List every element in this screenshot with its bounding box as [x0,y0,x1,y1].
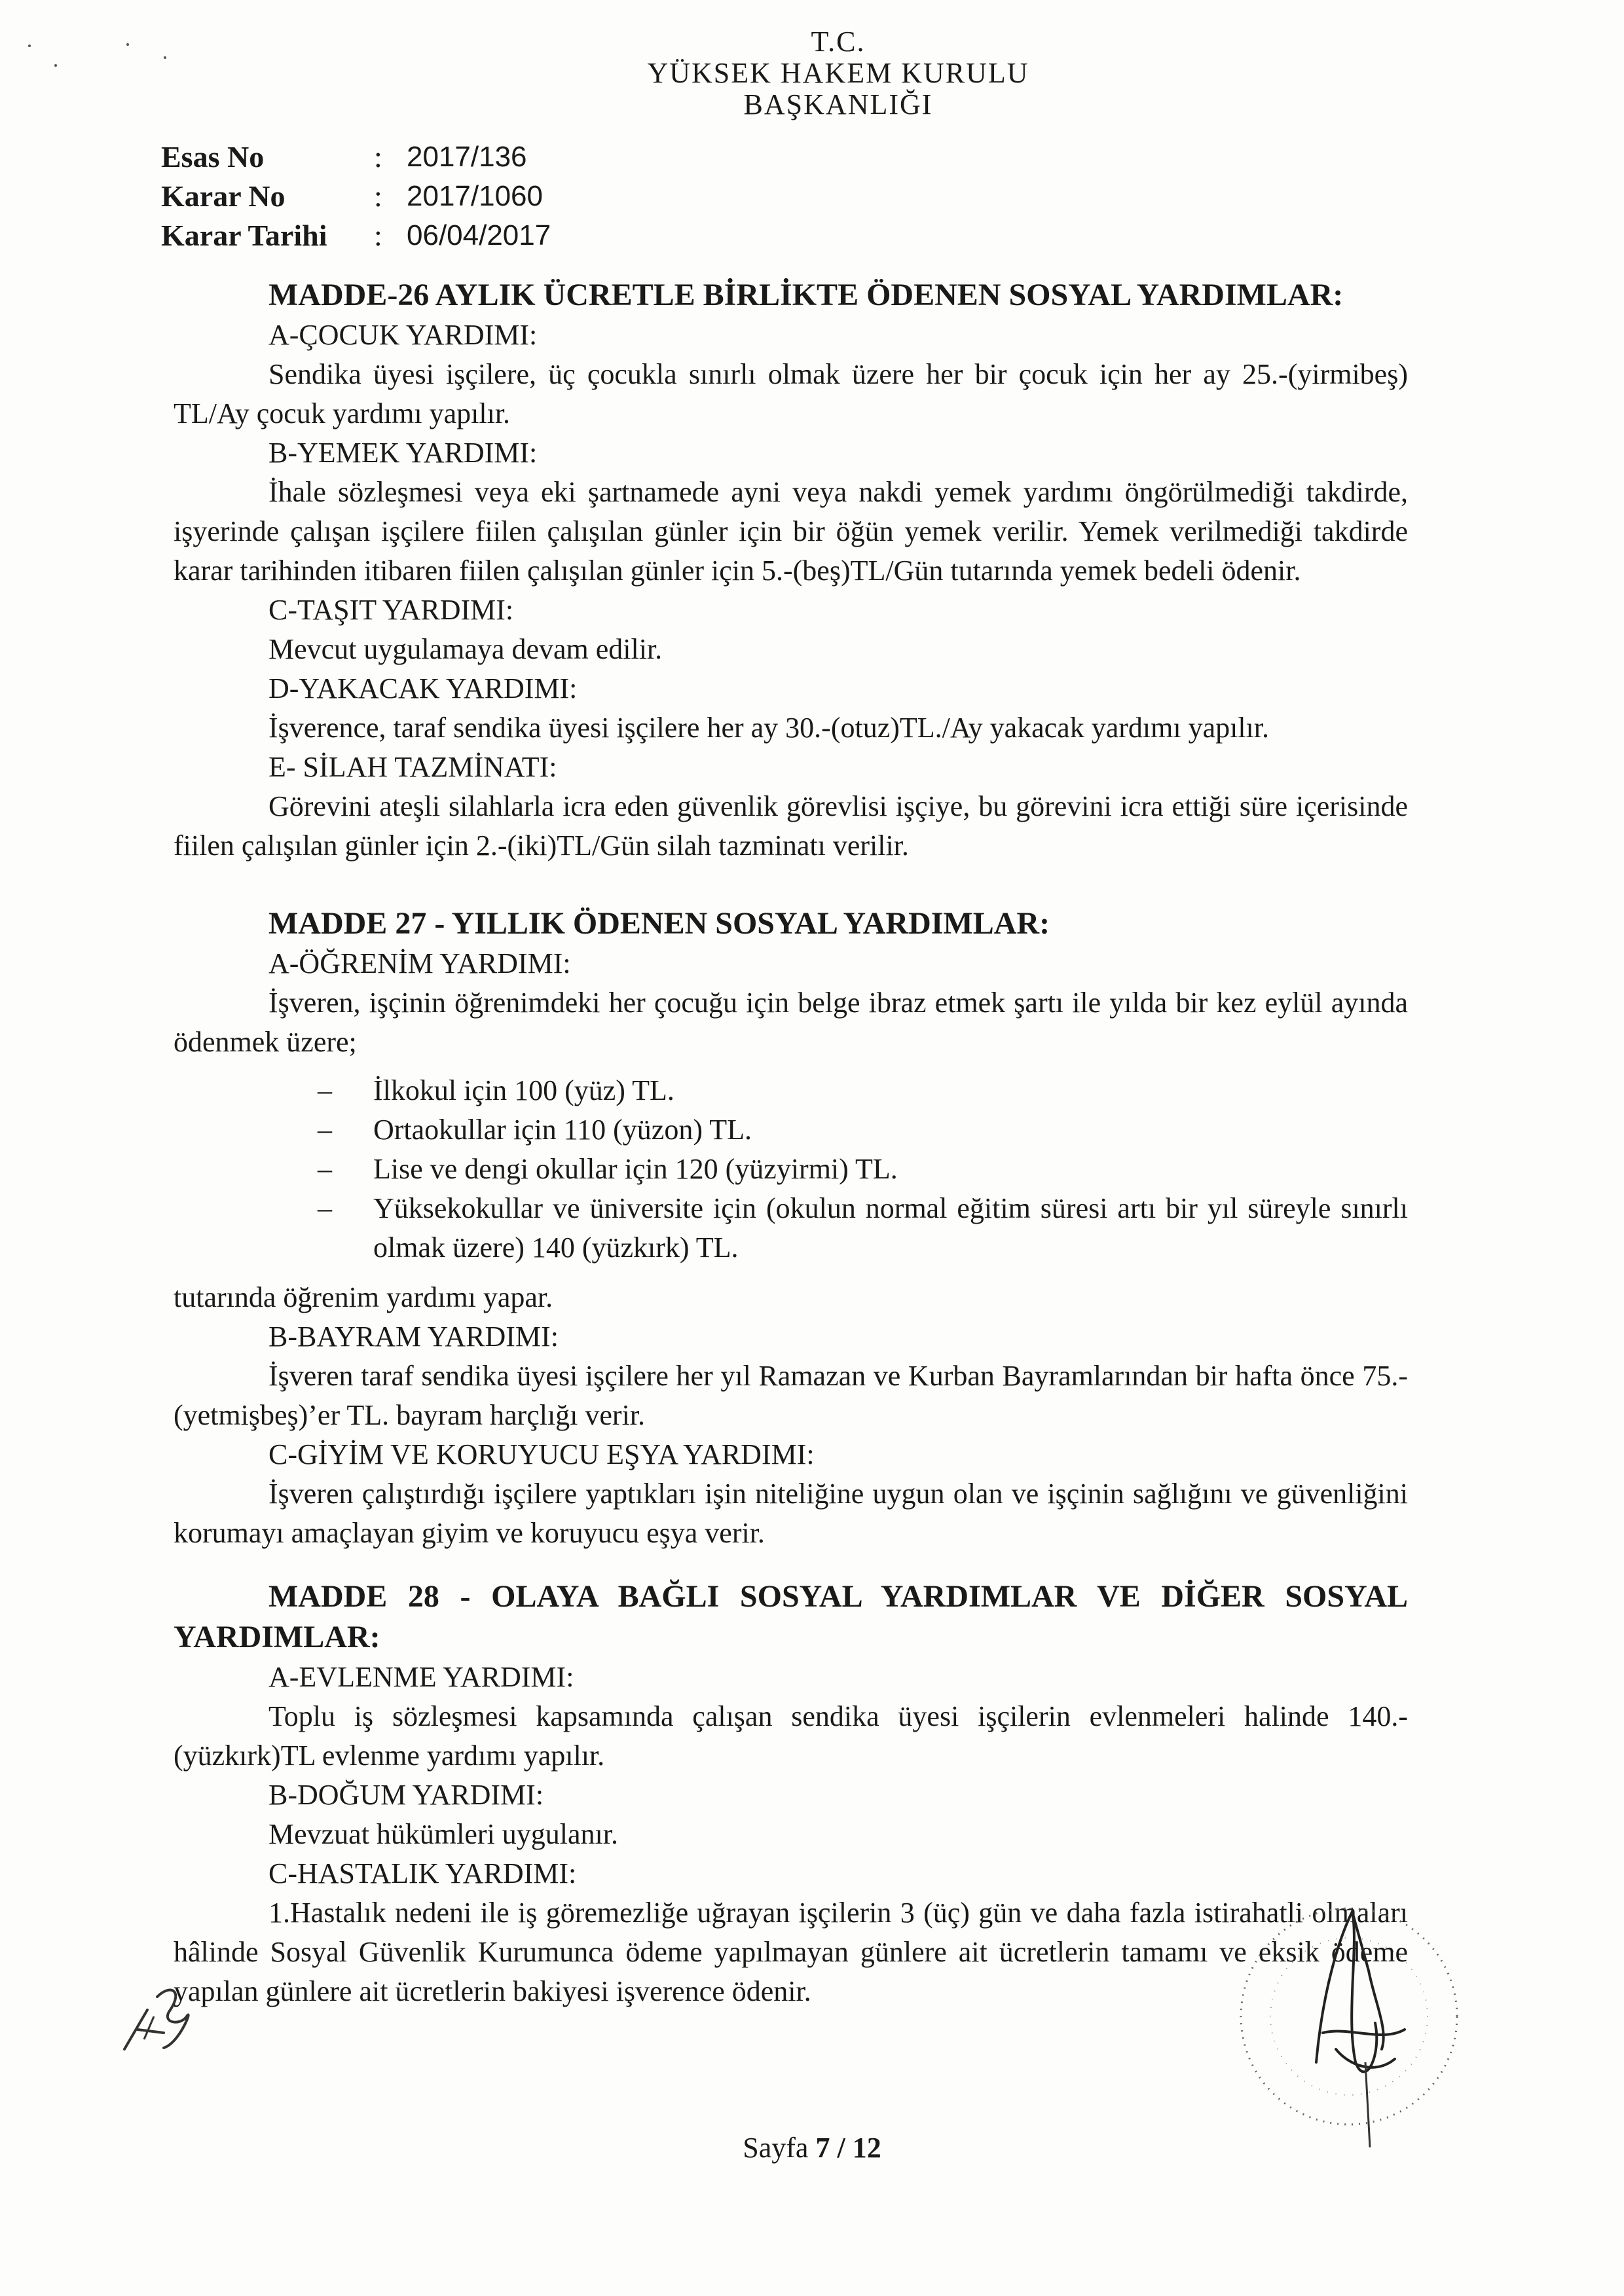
esas-no-value: 2017/136 [407,141,527,173]
m27-a-outro: tutarında öğrenim yardımı yapar. [174,1281,553,1313]
m26-c-text: Mevcut uygulamaya devam edilir. [268,633,663,665]
list-item [174,1071,1408,1110]
madde-28-title: MADDE 28 - OLAYA BAĞLI SOSYAL YARDIMLAR VE DİĞER SOSYAL YARDIMLAR: [174,1579,1408,1654]
list-item [174,1150,1408,1189]
esas-no-row [161,137,551,177]
esas-no-label: Esas No [161,140,265,173]
m26-a-text: Sendika üyesi işçilere, üç çocukla sınırlı olmak üzere her bir çocuk için her ay 25.-(yirmibeş) TL/Ay çocuk yardımı yapılır. [174,358,1408,429]
m28-c-text: 1.Hastalık nedeni ile iş göremezliğe uğrayan işçilerin 3 (üç) gün ve daha fazla istirahatli olmaları hâlinde Sosyal Güvenlik Kurumunca ödeme yapılmayan günlere ait ücretlerin tamamı ve eksik ödeme yapılan günlere ait ücretlerin bakiyesi işverence ödenir. [174,1897,1408,2007]
institution-header [0,26,1624,120]
list-item-text: Yüksekokullar ve üniversite için (okulun normal eğitim süresi artı bir yıl süreyle sınırlı olmak üzere) 140 (yüzkırk) TL. [373,1192,1408,1264]
madde-26-title: MADDE-26 AYLIK ÜCRETLE BİRLİKTE ÖDENEN SOSYAL YARDIMLAR: [268,278,1344,312]
tuition-list [174,1071,1408,1267]
header-institution: YÜKSEK HAKEM KURULU [647,57,1029,89]
karar-no-colon: : [374,179,382,213]
list-item-text: Lise ve dengi okullar için 120 (yüzyirmi) TL. [373,1153,898,1185]
m28-b-text: Mevzuat hükümleri uygulanır. [268,1818,618,1850]
header-presidency: BAŞKANLIĞI [743,88,933,120]
page-footer [0,2131,1624,2164]
m28-b-title: B-DOĞUM YARDIMI: [268,1779,544,1811]
m27-c-text: İşveren çalıştırdığı işçilere yaptıkları işin niteliğine uygun olan ve işçinin sağlığını ve güvenliğini korumayı amaçlayan giyim ve koruyucu eşya verir. [174,1478,1408,1549]
signature-stamp [1218,1892,1493,2167]
m26-d-title: D-YAKACAK YARDIMI: [268,672,578,704]
m27-c-title: C-GİYİM VE KORUYUCU EŞYA YARDIMI: [268,1438,815,1470]
karar-no-label: Karar No [161,179,286,213]
karar-no-row [161,177,551,216]
m26-a-title: A-ÇOCUK YARDIMI: [268,319,538,351]
list-dash: – [318,1153,332,1185]
m26-d-text: İşverence, taraf sendika üyesi işçilere her ay 30.-(otuz)TL./Ay yakacak yardımı yapılır. [268,712,1269,744]
m28-a-title: A-EVLENME YARDIMI: [268,1661,574,1693]
initials-paraph [118,1971,210,2062]
m27-a-title: A-ÖĞRENİM YARDIMI: [268,947,571,979]
m26-e-title: E- SİLAH TAZMİNATI: [268,751,557,783]
page-number: 7 / 12 [815,2132,881,2164]
case-metadata [161,137,551,255]
page-label: Sayfa [743,2132,816,2164]
karar-no-value: 2017/1060 [407,180,543,212]
karar-tarihi-label: Karar Tarihi [161,219,327,252]
m27-b-title: B-BAYRAM YARDIMI: [268,1321,559,1353]
list-dash: – [318,1074,332,1106]
m26-c-title: C-TAŞIT YARDIMI: [268,594,514,626]
m26-b-text: İhale sözleşmesi veya eki şartnamede ayni veya nakdi yemek yardımı öngörülmediği takdirde, işyerinde çalışan işçilere fiilen çalışılan günler için bir öğün yemek verilir. Yemek verilmediği takdirde karar tarihinden itibaren fiilen çalışılan günler için 5.-(beş)TL/Gün tutarında yemek bedeli ödenir. [174,476,1408,587]
karar-tarihi-value: 06/04/2017 [407,219,551,251]
list-item [174,1189,1408,1267]
m28-a-text: Toplu iş sözleşmesi kapsamında çalışan sendika üyesi işçilerin evlenmeleri halinde 140.-(yüzkırk)TL evlenme yardımı yapılır. [174,1700,1408,1772]
karar-tarihi-colon: : [374,219,382,252]
list-dash: – [318,1114,332,1146]
karar-tarihi-row [161,216,551,255]
list-dash: – [318,1192,332,1224]
m27-b-text: İşveren taraf sendika üyesi işçilere her yıl Ramazan ve Kurban Bayramlarından bir hafta önce 75.-(yetmişbeş)’er TL. bayram harçlığı verir. [174,1360,1408,1431]
header-tc: T.C. [811,26,866,58]
list-item [174,1110,1408,1150]
list-item-text: İlkokul için 100 (yüz) TL. [373,1074,674,1106]
m26-e-text: Görevini ateşli silahlarla icra eden güvenlik görevlisi işçiye, bu görevini icra ettiği süre içerisinde fiilen çalışılan günler için 2.-(iki)TL/Gün silah tazminatı verilir. [174,790,1408,862]
m27-a-intro: İşveren, işçinin öğrenimdeki her çocuğu için belge ibraz etmek şartı ile yılda bir kez eylül ayında ödenmek üzere; [174,987,1408,1058]
m26-b-title: B-YEMEK YARDIMI: [268,437,538,469]
esas-no-colon: : [374,140,382,173]
list-item-text: Ortaokullar için 110 (yüzon) TL. [373,1114,752,1146]
m28-c-title: C-HASTALIK YARDIMI: [268,1857,577,1889]
document-body [174,275,1408,2011]
madde-27-title: MADDE 27 - YILLIK ÖDENEN SOSYAL YARDIMLAR: [268,906,1050,941]
